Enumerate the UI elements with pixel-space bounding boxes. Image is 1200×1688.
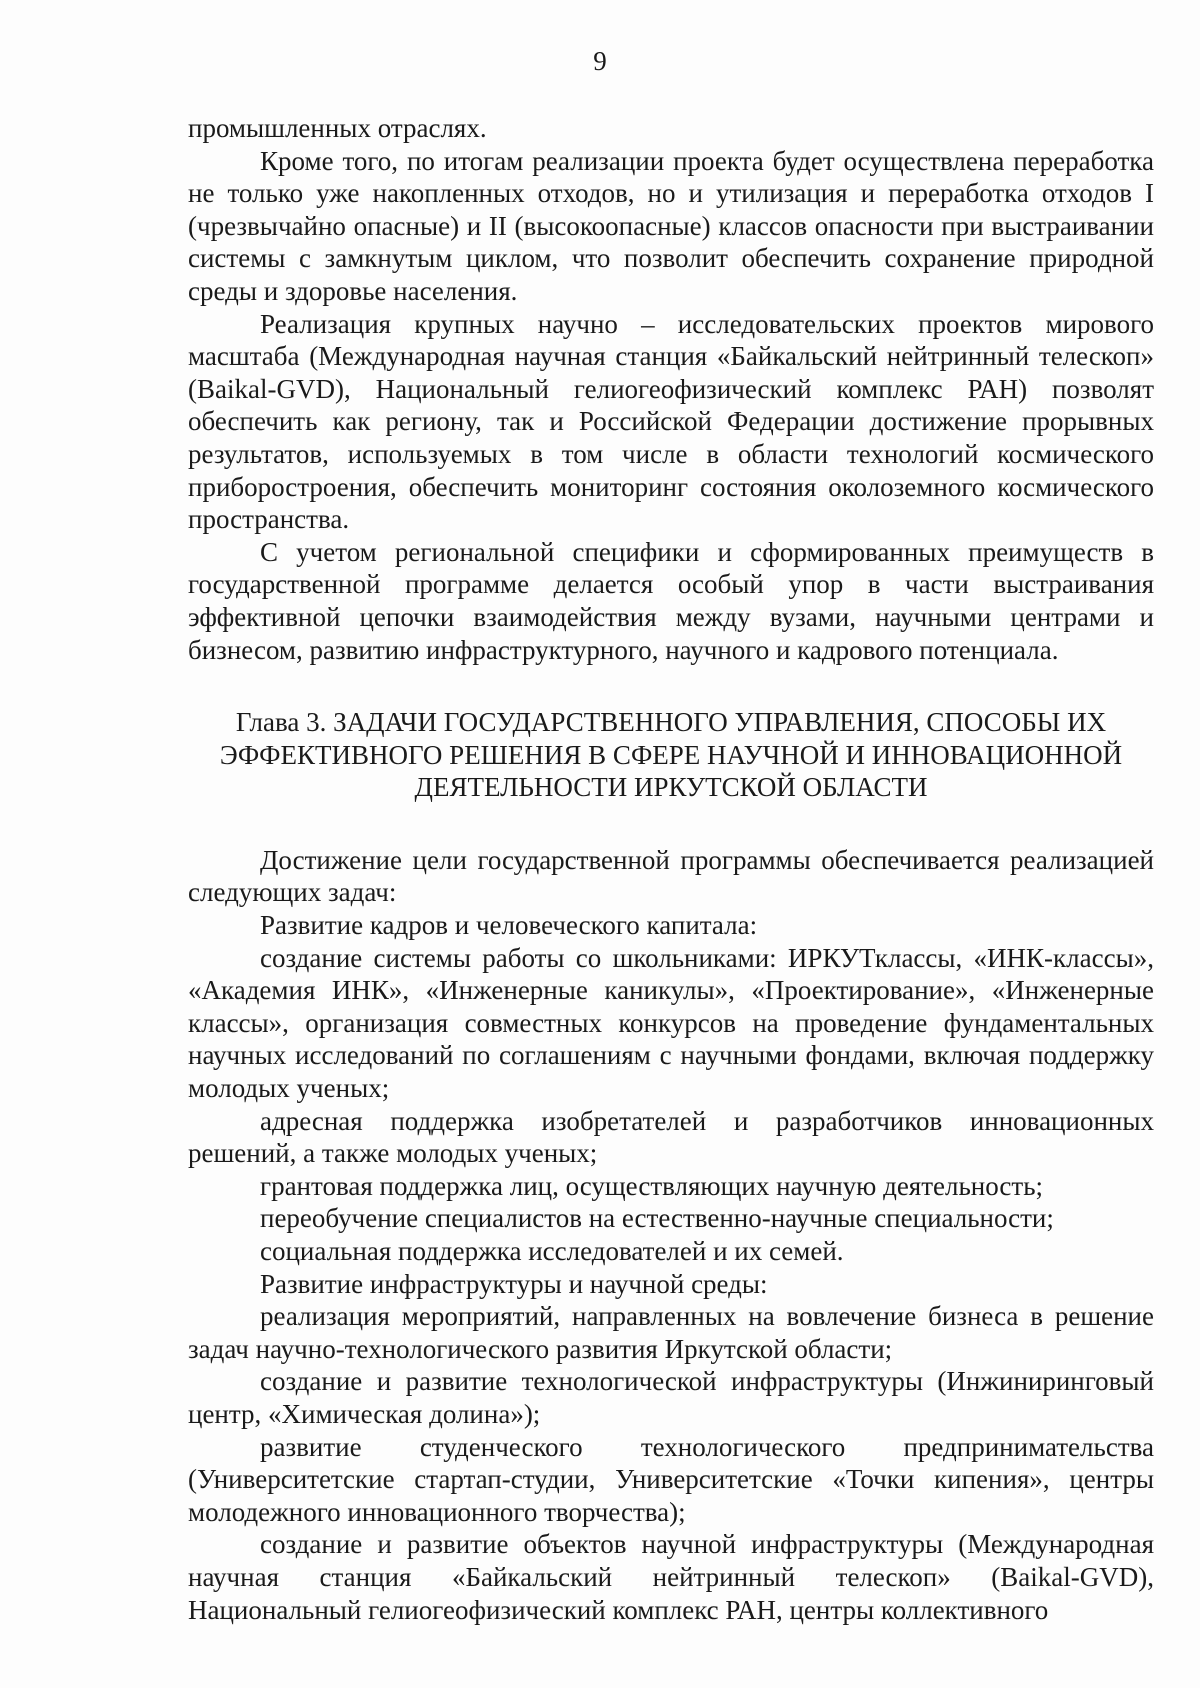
paragraph: переобучение специалистов на естественно-научные специальности; xyxy=(260,1203,1054,1234)
paragraph: С учетом региональной специфики и сформированных преимуществ в государственной программе делается особый упор в части выстраивания эффективной цепочки взаимодействия между вузами, научными центрами и бизнесом, развитию инфраструктурного, научного и кадрового потенциала. xyxy=(188,536,1154,665)
paragraph: социальная поддержка исследователей и их семей. xyxy=(260,1236,844,1266)
paragraph: грантовая поддержка лиц, осуществляющих научную деятельность; xyxy=(260,1170,1044,1201)
chapter-heading-line: ЭФФЕКТИВНОГО РЕШЕНИЯ В СФЕРЕ НАУЧНОЙ И ИННОВАЦИОННОЙ xyxy=(219,739,1123,770)
paragraph: промышленных отраслях. xyxy=(188,113,487,143)
paragraph: создание системы работы со школьниками: ИРКУТклассы, «ИНК-классы», «Академия ИНК», «Инженерные каникулы», «Проектирование», «Инженерные классы», организация совместных конкурсов на проведение фундаментальных научных исследований по соглашениям с научными фондами, включая поддержку молодых ученых; xyxy=(188,942,1154,1104)
paragraph: Кроме того, по итогам реализации проекта будет осуществлена переработка не только уже накопленных отходов, но и утилизация и переработка отходов I (чрезвычайно опасные) и II (высокоопасные) классов опасности при выстраивании системы с замкнутым циклом, что позволит обеспечить сохранение природной среды и здоровье населения. xyxy=(188,145,1154,306)
paragraph: развитие студенческого технологического предпринимательства (Университетские стартап-студии, Университетские «Точки кипения», центры молодежного инновационного творчества); xyxy=(188,1431,1154,1527)
paragraphs-after-heading xyxy=(188,844,1154,1626)
paragraph: Развитие инфраструктуры и научной среды: xyxy=(260,1268,768,1299)
paragraph: адресная поддержка изобретателей и разработчиков инновационных решений, а также молодых ученых; xyxy=(188,1105,1154,1169)
paragraph: создание и развитие объектов научной инфраструктуры (Международная научная станция «Байкальский нейтринный телескоп» (Baikal-GVD), Национальный гелиогеофизический комплекс РАН, центры коллективного xyxy=(188,1529,1154,1625)
paragraph: реализация мероприятий, направленных на вовлечение бизнеса в решение задач научно-технологического развития Иркутской области; xyxy=(188,1301,1154,1364)
paragraphs-before-heading xyxy=(188,112,1154,666)
paragraph: создание и развитие технологической инфраструктуры (Инжиниринговый центр, «Химическая долина»); xyxy=(188,1366,1154,1429)
paragraph: Достижение цели государственной программы обеспечивается реализацией следующих задач: xyxy=(188,844,1154,908)
chapter-heading-line: ДЕЯТЕЛЬНОСТИ ИРКУТСКОЙ ОБЛАСТИ xyxy=(414,772,928,803)
page-number: 9 xyxy=(593,46,607,76)
chapter-heading xyxy=(188,706,1154,804)
paragraph: Реализация крупных научно – исследовательских проектов мирового масштаба (Международная научная станция «Байкальский нейтринный телескоп» (Baikal-GVD), Национальный гелиогеофизический комплекс РАН) позволят обеспечить как региону, так и Российской Федерации достижение прорывных результатов, используемых в том числе в области технологий космического приборостроения, обеспечить мониторинг состояния околоземного космического пространства. xyxy=(188,308,1154,535)
paragraph: Развитие кадров и человеческого капитала: xyxy=(260,910,758,941)
chapter-heading-line: Глава 3. ЗАДАЧИ ГОСУДАРСТВЕННОГО УПРАВЛЕНИЯ, СПОСОБЫ ИХ xyxy=(235,707,1107,738)
page-body xyxy=(188,112,1154,1626)
